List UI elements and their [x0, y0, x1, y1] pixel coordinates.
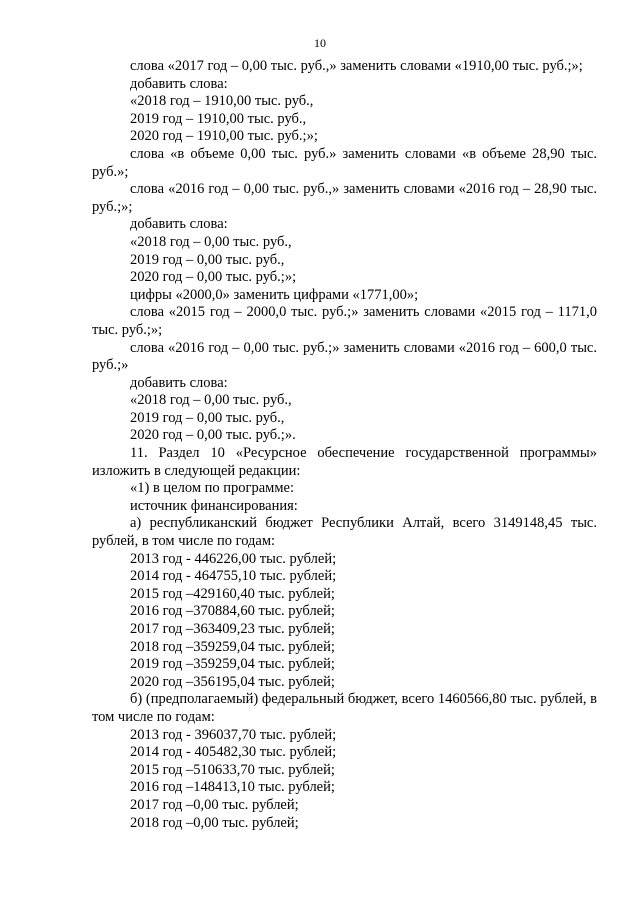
paragraph: 2018 год –359259,04 тыс. рублей; [130, 638, 335, 655]
paragraph: 2017 год –363409,23 тыс. рублей; [130, 621, 335, 637]
paragraph: добавить слова: [130, 216, 228, 233]
paragraph: 2016 год –370884,60 тыс. рублей; [130, 603, 335, 620]
paragraph: добавить слова: [130, 374, 228, 391]
page-number: 10 [314, 36, 326, 50]
paragraph: 2013 год - 396037,70 тыс. рублей; [130, 726, 337, 743]
paragraph: б) (предполагаемый) федеральный бюджет, всего 1460566,80 тыс. рублей, в том числе по годам: [92, 691, 597, 725]
document-body [92, 58, 597, 832]
paragraph: «2018 год – 0,00 тыс. руб., [130, 392, 292, 409]
paragraph: 2015 год –510633,70 тыс. рублей; [130, 761, 335, 778]
paragraph: «2018 год – 0,00 тыс. руб., [130, 233, 292, 250]
paragraph: 2019 год – 0,00 тыс. руб., [130, 251, 285, 268]
paragraph: 2019 год – 0,00 тыс. руб., [130, 409, 285, 426]
paragraph: слова «в объеме 0,00 тыс. руб.» заменить словами «в объеме 28,90 тыс. руб.»; [92, 145, 597, 180]
paragraph: 2016 год –148413,10 тыс. рублей; [130, 779, 335, 796]
paragraph: 2019 год –359259,04 тыс. рублей; [130, 656, 335, 673]
paragraph: слова «2016 год – 0,00 тыс. руб.;» заменить словами «2016 год – 600,0 тыс. руб.;» [92, 339, 597, 374]
paragraph: 2014 год - 405482,30 тыс. рублей; [130, 744, 337, 761]
paragraph: «2018 год – 1910,00 тыс. руб., [130, 93, 314, 110]
paragraph: 2020 год –356195,04 тыс. рублей; [130, 673, 335, 690]
paragraph: 2020 год – 0,00 тыс. руб.;». [130, 427, 296, 444]
paragraph: 2019 год – 1910,00 тыс. руб., [130, 110, 307, 127]
paragraph: слова «2016 год – 0,00 тыс. руб.,» заменить словами «2016 год – 28,90 тыс. руб.;»; [92, 181, 597, 215]
paragraph: 2017 год –0,00 тыс. рублей; [130, 796, 299, 813]
paragraph: 2020 год – 1910,00 тыс. руб.;»; [130, 128, 318, 145]
paragraph: 2013 год - 446226,00 тыс. рублей; [130, 550, 337, 567]
paragraph: 11. Раздел 10 «Ресурсное обеспечение государственной программы» изложить в следующей редакции: [92, 445, 597, 479]
paragraph: 2014 год - 464755,10 тыс. рублей; [130, 568, 337, 585]
paragraph: источник финансирования: [130, 497, 298, 514]
paragraph: цифры «2000,0» заменить цифрами «1771,00»; [130, 286, 419, 303]
paragraph: 2020 год – 0,00 тыс. руб.;»; [130, 269, 297, 286]
paragraph: слова «2015 год – 2000,0 тыс. руб.;» заменить словами «2015 год – 1171,0 тыс. руб.;»; [92, 304, 597, 338]
paragraph: слова «2017 год – 0,00 тыс. руб.,» заменить словами «1910,00 тыс. руб.;»; [130, 58, 583, 74]
paragraph: добавить слова: [130, 75, 228, 92]
paragraph: 2015 год –429160,40 тыс. рублей; [130, 585, 335, 602]
paragraph: «1) в целом по программе: [130, 480, 294, 497]
paragraph: а) республиканский бюджет Республики Алтай, всего 3149148,45 тыс. рублей, в том числе по годам: [92, 515, 597, 550]
paragraph: 2018 год –0,00 тыс. рублей; [130, 814, 299, 831]
